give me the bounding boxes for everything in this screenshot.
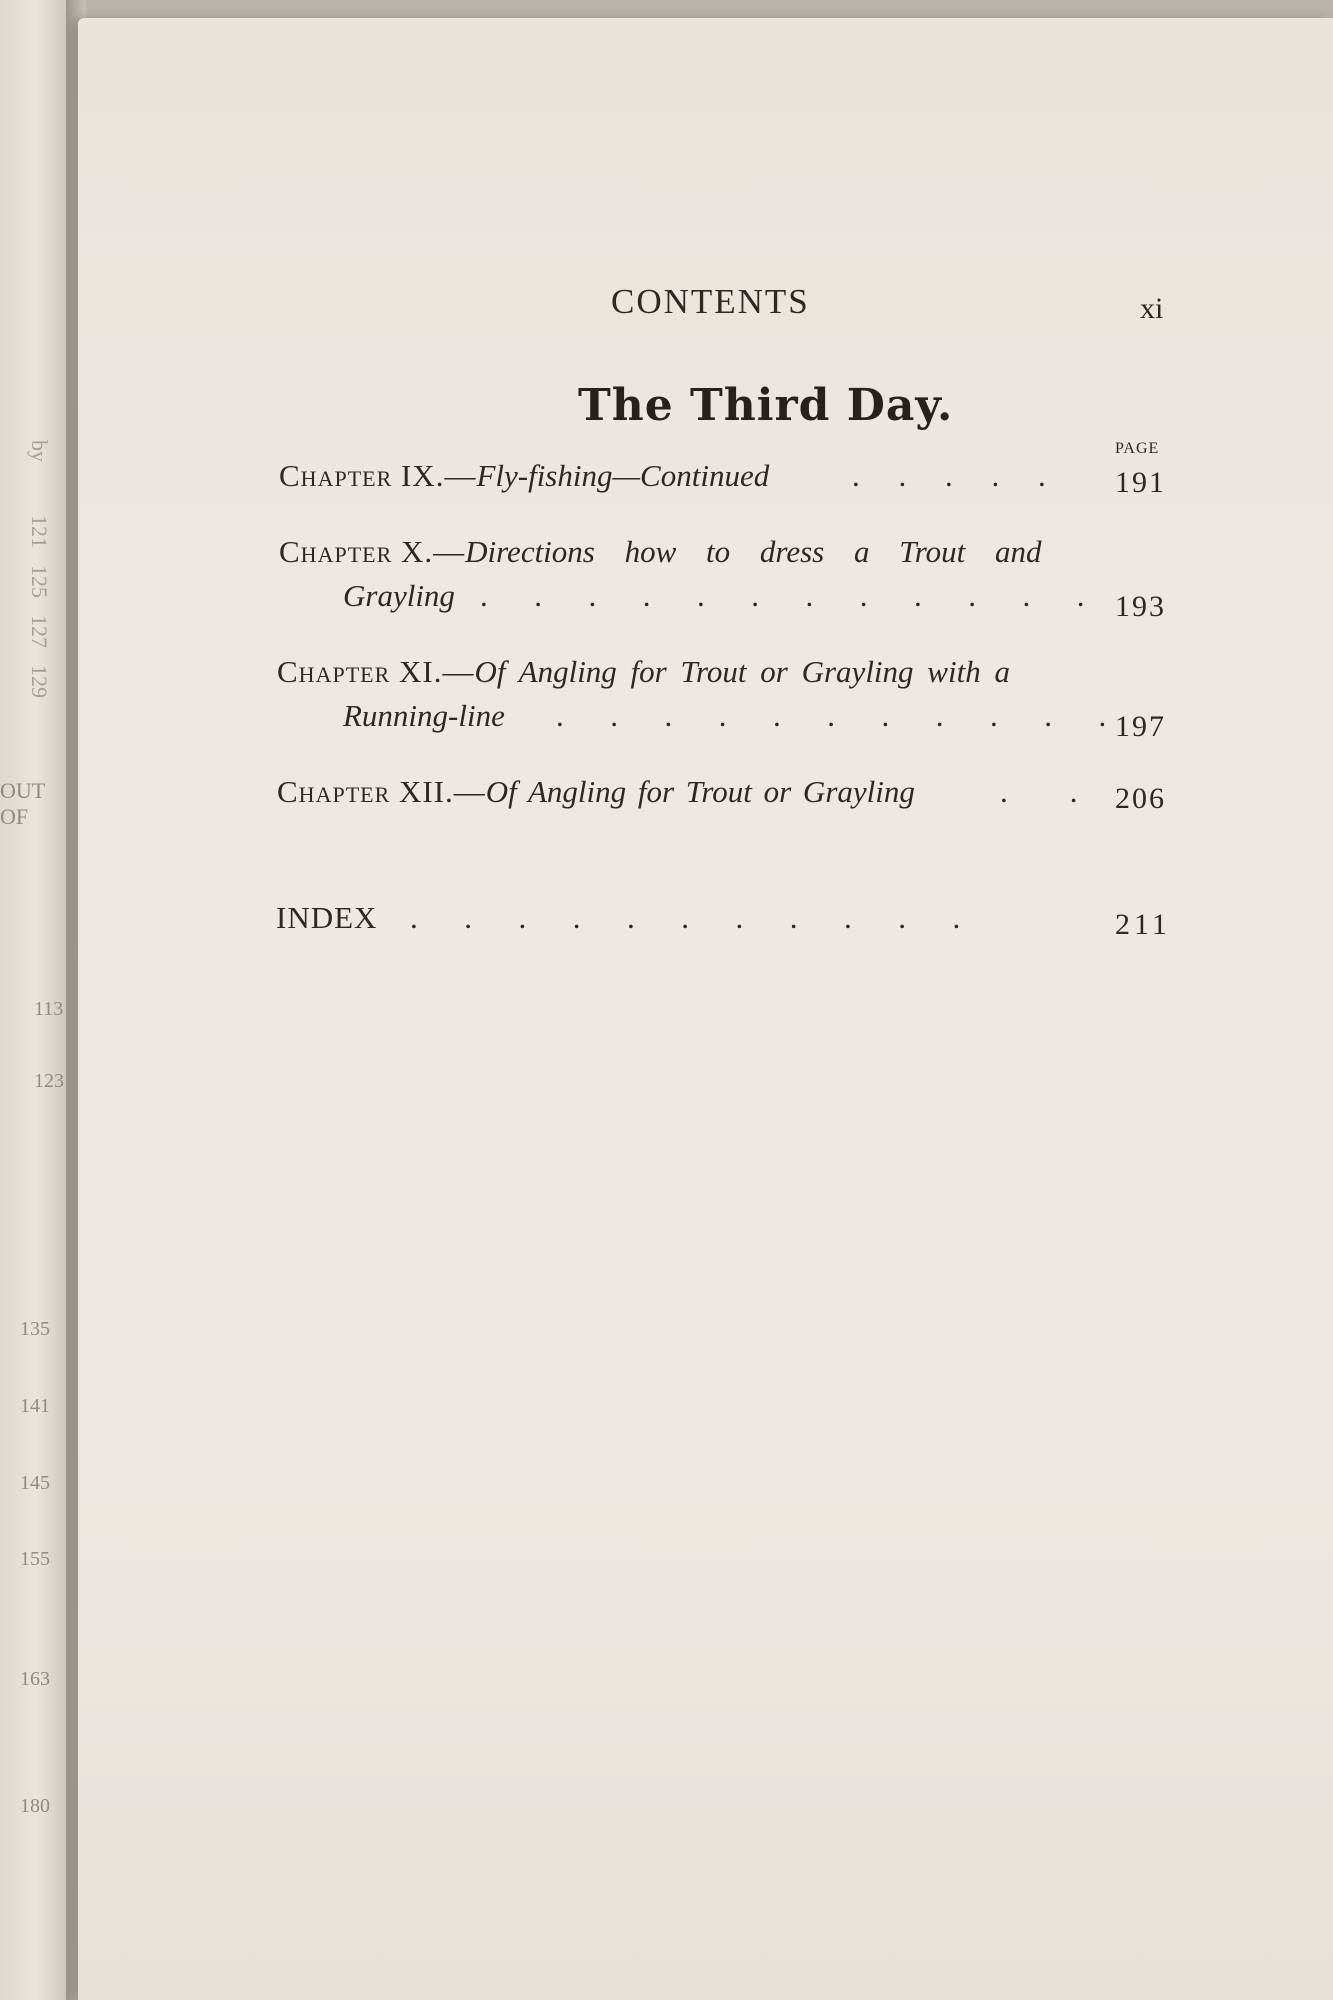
left-page-fragment: 123 [34, 1070, 64, 1092]
chapter-title-continued: Running-line [343, 698, 505, 733]
left-page-fragment: by [27, 440, 52, 462]
left-page-fragment: 125 [27, 565, 52, 598]
chapter-label: Chapter IX.— [279, 458, 477, 493]
page-reference: 206 [1115, 782, 1166, 815]
chapter-label: Chapter XI.— [277, 654, 475, 689]
toc-entry [279, 458, 769, 494]
left-page-fragment: 145 [20, 1472, 50, 1494]
chapter-title: Of Angling for Trout or Grayling with a [474, 654, 1010, 689]
toc-entry [277, 654, 1010, 690]
page-reference: 197 [1115, 710, 1166, 743]
toc-entry [279, 534, 1042, 570]
facing-left-page [0, 0, 66, 2000]
toc-entry [277, 774, 915, 810]
left-page-fragment: 155 [20, 1548, 50, 1570]
page-number: xi [1140, 292, 1164, 325]
left-page-fragment: 113 [34, 998, 64, 1020]
left-page-fragment: 127 [27, 615, 52, 648]
index-label: INDEX [276, 900, 378, 935]
chapter-label: Chapter X.— [279, 534, 466, 569]
section-title: The Third Day. [578, 380, 954, 431]
leader-dots: . . . . . . . . . . . [556, 698, 1107, 733]
toc-entry-continuation [343, 578, 455, 614]
chapter-title: Of Angling for Trout or Grayling [485, 774, 915, 809]
toc-entry-continuation [343, 698, 505, 734]
leader-dots: . . . . . [852, 458, 1046, 493]
chapter-label: Chapter XII.— [277, 774, 486, 809]
left-page-fragment: 163 [20, 1668, 50, 1690]
page-reference: 211 [1115, 908, 1171, 941]
leader-dots: . . . . . . . . . . . . [480, 578, 1085, 613]
left-page-fragment: 121 [27, 515, 52, 548]
chapter-title-continued: Grayling [343, 578, 455, 613]
chapter-title: Fly-fishing—Continued [476, 458, 770, 493]
page-reference: 193 [1115, 590, 1166, 623]
leader-dots: . . . . . . . . . . . [410, 900, 961, 935]
left-page-fragment: 129 [27, 665, 52, 698]
page-column-label: PAGE [1115, 440, 1160, 457]
running-head: CONTENTS [611, 282, 810, 321]
leader-dots: . . [1000, 774, 1078, 809]
left-page-fragment: 135 [20, 1318, 50, 1340]
left-page-fragment: OUT OF [0, 778, 45, 829]
left-page-fragment: 180 [20, 1795, 50, 1817]
toc-entry-index [276, 900, 377, 936]
left-page-fragment: 141 [20, 1395, 50, 1417]
page-reference: 191 [1115, 466, 1166, 499]
chapter-title: Directions how to dress a Trout and [465, 534, 1042, 569]
